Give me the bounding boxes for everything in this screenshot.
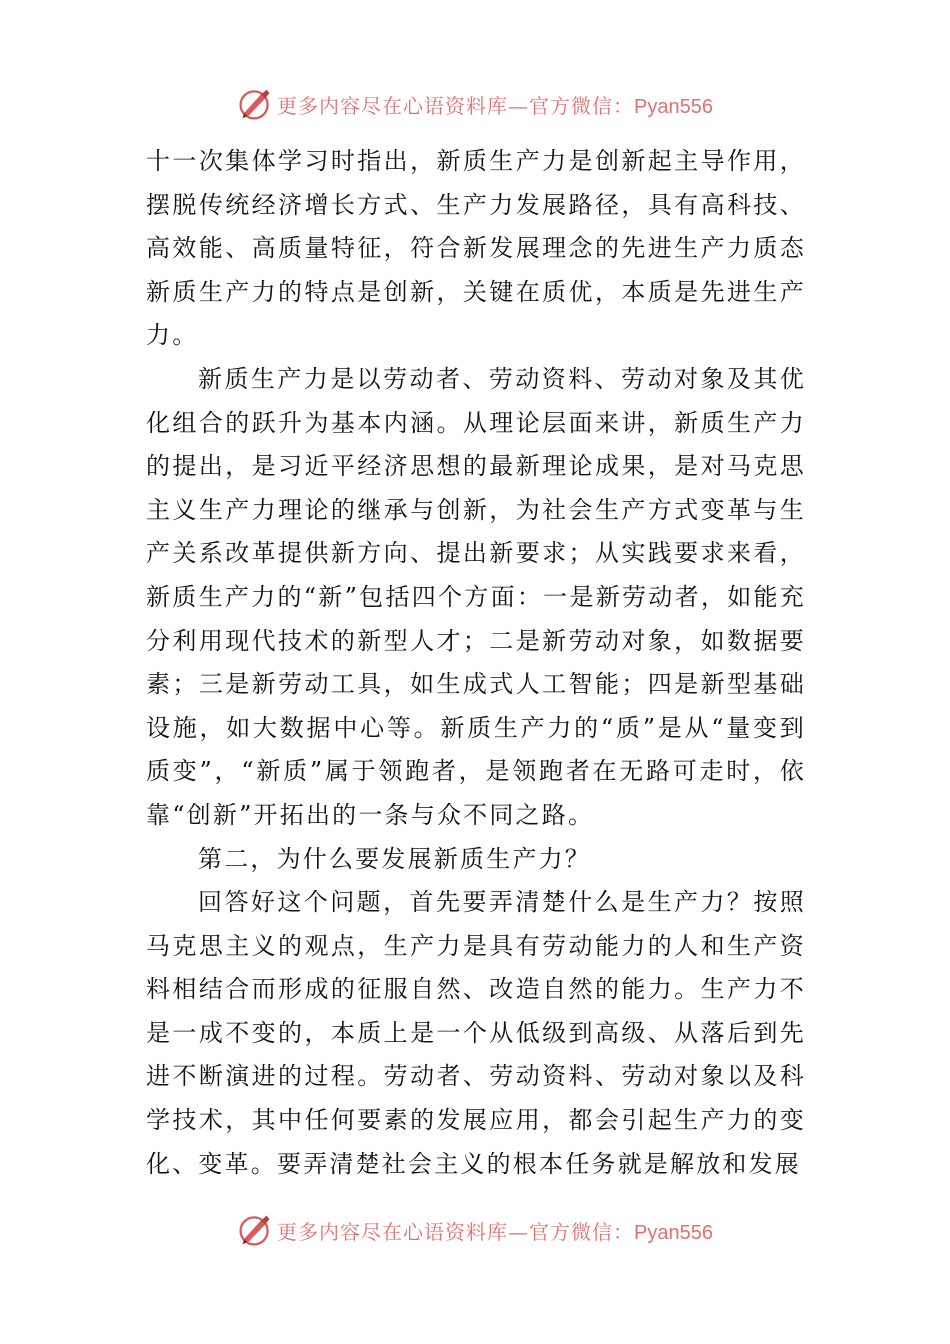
watermark-header <box>0 84 950 124</box>
pen-logo-icon <box>237 1212 273 1248</box>
document-body <box>146 140 806 1186</box>
pen-logo-icon <box>237 86 273 122</box>
watermark-text: 更多内容尽在心语资料库—官方微信：Pyan556 <box>277 1219 713 1244</box>
paragraph-2: 新质生产力是以劳动者、劳动资料、劳动对象及其优化组合的跃升为基本内涵。从理论层面来讲，新质生产力的提出，是习近平经济思想的最新理论成果，是对马克思主义生产力理论的继承与创新，为社会生产方式变革与生产关系改革提供新方向、提出新要求；从实践要求来看，新质生产力的“新”包括四个方面：一是新劳动者，如能充分利用现代技术的新型人才；二是新劳动对象，如数据要素；三是新劳动工具，如生成式人工智能；四是新型基础设施，如大数据中心等。新质生产力的“质”是从“量变到质变”，“新质”属于领跑者，是领跑者在无路可走时，依靠“创新”开拓出的一条与众不同之路。 <box>146 364 806 829</box>
watermark-text: 更多内容尽在心语资料库—官方微信：Pyan556 <box>277 93 713 118</box>
paragraph-1: 十一次集体学习时指出，新质生产力是创新起主导作用，摆脱传统经济增长方式、生产力发展路径，具有高科技、高效能、高质量特征，符合新发展理念的先进生产力质态新质生产力的特点是创新，关键在质优，本质是先进生产力。 <box>146 147 806 350</box>
paragraph-3: 回答好这个问题，首先要弄清楚什么是生产力？按照马克思主义的观点，生产力是具有劳动能力的人和生产资料相结合而形成的征服自然、改造自然的能力。生产力不是一成不变的，本质上是一个从低级到高级、从落后到先进不断演进的过程。劳动者、劳动资料、劳动对象以及科学技术，其中任何要素的发展应用，都会引起生产力的变化、变革。要弄清楚社会主义的根本任务就是解放和发展 <box>146 888 806 1178</box>
watermark-footer <box>0 1210 950 1250</box>
section-heading: 第二，为什么要发展新质生产力？ <box>198 844 591 873</box>
